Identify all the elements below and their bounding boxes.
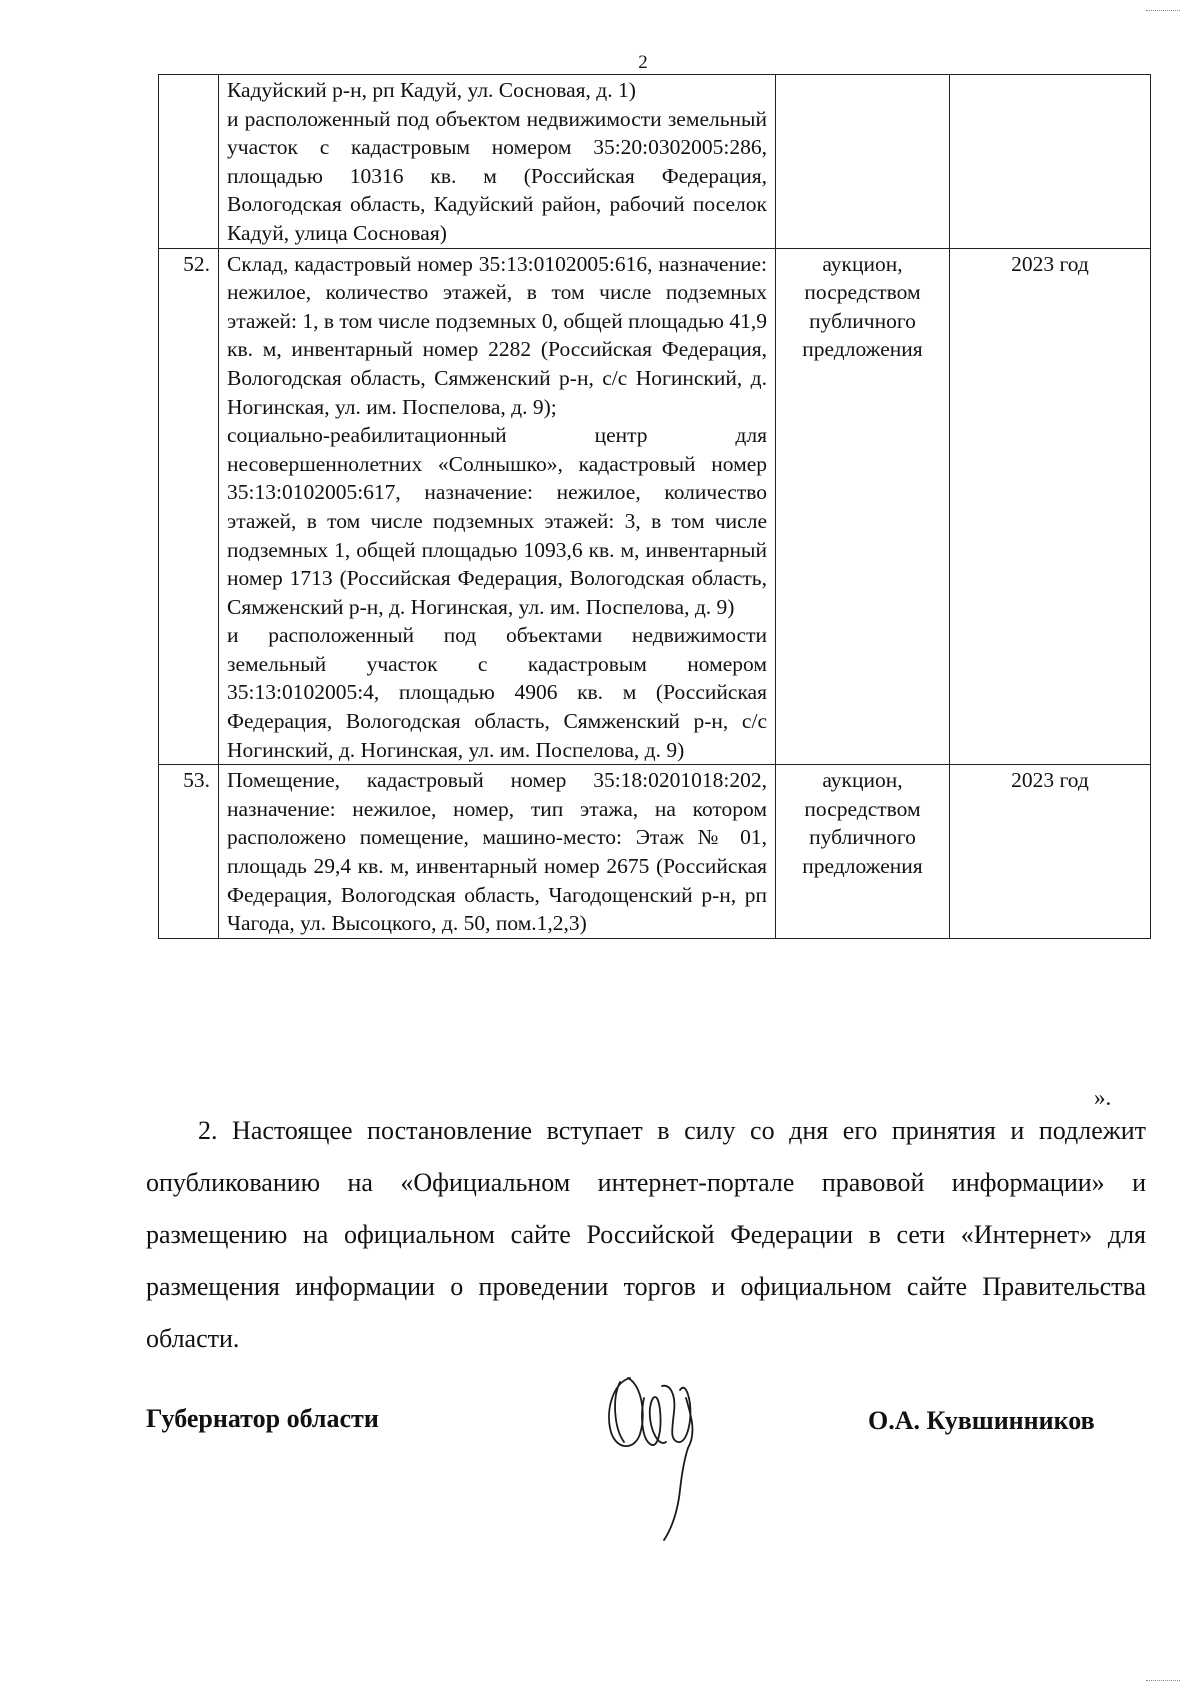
privatization-year xyxy=(950,75,1151,249)
description-paragraph: Кадуйский р-н, рп Кадуй, ул. Сосновая, д. 1) xyxy=(227,78,636,102)
row-number: 53. xyxy=(159,765,219,939)
description-paragraph: Склад, кадастровый номер 35:13:0102005:616, назначение: нежилое, количество этажей, в том числе подземных этажей: 1, в том числе подземных 0, общей площадью 41,9 кв. м, инвентарный номер 2282 (Российская Федерация, Вологодская область, Сямженский р-н, с/с Ногинский, д. Ногинская, ул. им. Поспелова, д. 9); xyxy=(227,251,767,419)
privatization-year: 2023 год xyxy=(950,248,1151,765)
property-description xyxy=(219,75,776,249)
privatization-method: аукцион, посредством публичного предложения xyxy=(776,248,950,765)
table-row xyxy=(159,75,1151,249)
row-number: 52. xyxy=(159,248,219,765)
description-paragraph: и расположенный под объектами недвижимости земельный участок с кадастровым номером 35:13:0102005:4, площадью 4906 кв. м (Российская Федерация, Вологодская область, Сямженский р-н, с/с Ногинский, д. Ногинская, ул. им. Поспелова, д. 9) xyxy=(227,623,767,762)
handwritten-signature xyxy=(600,1368,720,1543)
table-row xyxy=(159,765,1151,939)
description-paragraph: и расположенный под объектом недвижимости земельный участок с кадастровым номером 35:20:0302005:286, площадью 10316 кв. м (Российская Федерация, Вологодская область, Кадуйский район, рабочий поселок Кадуй, улица Сосновая) xyxy=(227,106,767,245)
privatization-method: аукцион, посредством публичного предложения xyxy=(776,765,950,939)
property-table xyxy=(158,74,1151,939)
closing-quote: ». xyxy=(1094,1085,1112,1110)
description-paragraph: Помещение, кадастровый номер 35:18:0201018:202, назначение: нежилое, номер, тип этажа, на котором расположено помещение, машино-место: Этаж № 01, площадь 29,4 кв. м, инвентарный номер 2675 (Российская Федерация, Вологодская область, Чагодощенский р-н, рп Чагода, ул. Высоцкого, д. 50, пом.1,2,3) xyxy=(227,768,767,936)
row-number xyxy=(159,75,219,249)
privatization-method xyxy=(776,75,950,249)
property-description xyxy=(219,765,776,939)
scan-corner-mark-top xyxy=(1146,0,1180,11)
description-paragraph: социально-реабилитационный центр для несовершеннолетних «Солнышко», кадастровый номер 35:13:0102005:617, назначение: нежилое, количество этажей, в том числе подземных этажей: 3, в том числе подземных 1, общей площадью 1093,6 кв. м, инвентарный номер 1713 (Российская Федерация, Вологодская область, Сямженский р-н, д. Ногинская, ул. им. Поспелова, д. 9) xyxy=(227,423,767,619)
clause-2-paragraph: 2. Настоящее постановление вступает в силу со дня его принятия и подлежит опубликованию на «Официальном интернет-портале правовой информации» и размещению на официальном сайте Российской Федерации в сети «Интернет» для размещения информации о проведении торгов и официальном сайте Правительства области. xyxy=(146,1116,1146,1353)
property-description xyxy=(219,248,776,765)
page-number: 2 xyxy=(638,52,648,73)
signer-title: Губернатор области xyxy=(146,1404,379,1433)
signer-name: О.А. Кувшинников xyxy=(868,1406,1095,1435)
scan-corner-mark-bottom xyxy=(1146,1680,1180,1691)
privatization-year: 2023 год xyxy=(950,765,1151,939)
table-row xyxy=(159,248,1151,765)
